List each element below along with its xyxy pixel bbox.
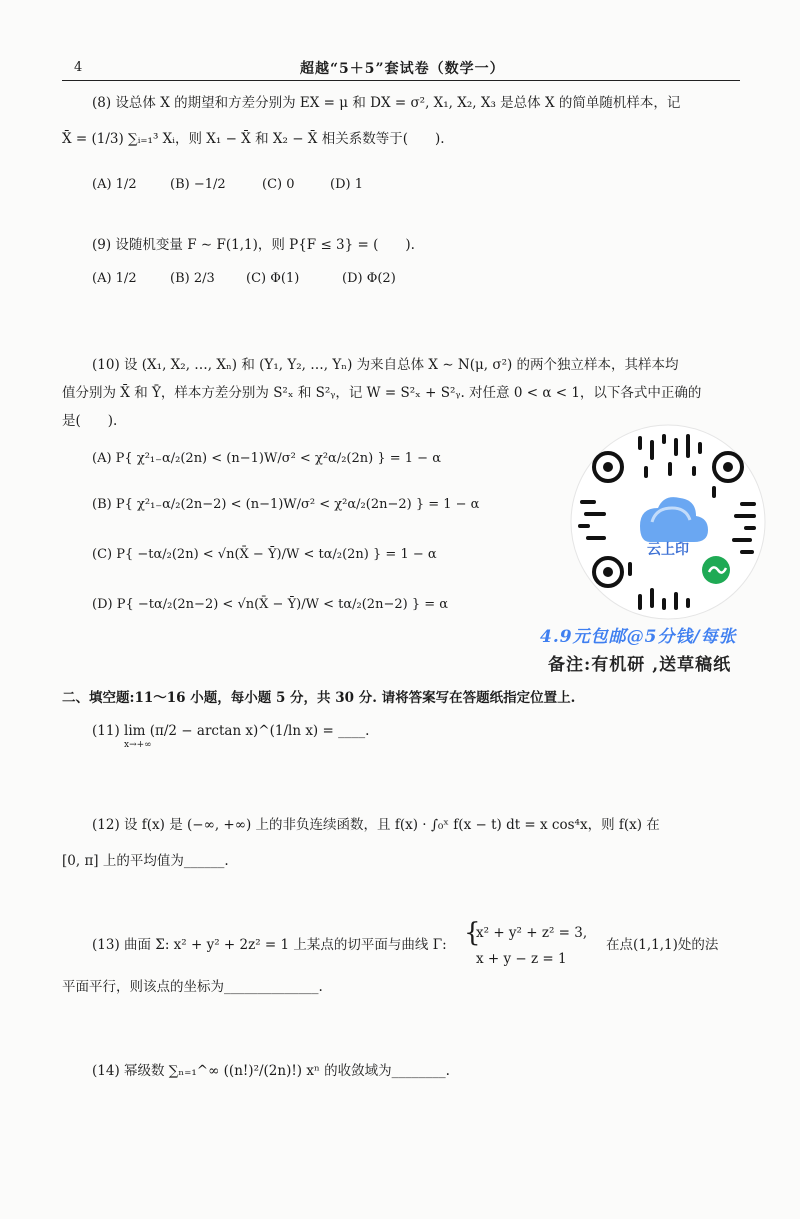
q8-option-a: (A) 1/2 — [92, 177, 137, 192]
section2-heading: 二、填空题:11～16 小题，每小题 5 分，共 30 分. 请将答案写在答题纸指定位置上. — [62, 690, 576, 706]
q13-line1a: (13) 曲面 Σ: x² + y² + 2z² = 1 上某点的切平面与曲线 Γ: — [92, 937, 447, 953]
q13-system-eq2: x + y − z = 1 — [476, 951, 567, 967]
q12-line1: (12) 设 f(x) 是 (−∞, +∞) 上的非负连续函数，且 f(x) · ∫₀ˣ f(x − t) dt = x cos⁴x，则 f(x) 在 — [92, 817, 660, 833]
q10-option-c: (C) P{ −tα/₂(2n) < √n(X̄ − Ȳ)/W < tα/₂(2n) } = 1 − α — [92, 547, 437, 562]
q8-option-d: (D) 1 — [330, 177, 363, 192]
q11-limit-subscript: x→+∞ — [124, 740, 152, 750]
promo-note-text: 备注:有机研 ,送草稿纸 — [548, 655, 732, 675]
q11-line1: (11) lim (π/2 − arctan x)^(1/ln x) = ____. — [92, 723, 370, 739]
q9-option-c: (C) Φ(1) — [246, 271, 300, 286]
q14-line1: (14) 幂级数 ∑ₙ₌₁^∞ ((n!)²/(2n)!) xⁿ 的收敛域为________. — [92, 1063, 450, 1079]
q10-option-a: (A) P{ χ²₁₋α/₂(2n) < (n−1)W/σ² < χ²α/₂(2n) } = 1 − α — [92, 451, 441, 466]
q13-line1b: 在点(1,1,1)处的法 — [606, 937, 719, 953]
q8-option-b: (B) −1/2 — [170, 177, 226, 192]
q13-brace: { — [464, 918, 481, 948]
q10-line2: 值分别为 X̄ 和 Ȳ，样本方差分别为 S²ₓ 和 S²ᵧ，记 W = S²ₓ + S²ᵧ. 对任意 0 < α < 1，以下各式中正确的 — [62, 385, 702, 401]
page-title: 超越“5＋5”套试卷（数学一） — [300, 61, 505, 77]
q10-line3: 是( ). — [62, 413, 118, 429]
q10-option-d: (D) P{ −tα/₂(2n−2) < √n(X̄ − Ȳ)/W < tα/₂(2n−2) } = α — [92, 597, 449, 612]
header-rule — [62, 80, 740, 81]
q10-line1: (10) 设 (X₁, X₂, …, Xₙ) 和 (Y₁, Y₂, …, Yₙ) 为来自总体 X ∼ N(μ, σ²) 的两个独立样本，其样本均 — [92, 357, 679, 373]
q13-line2: 平面平行，则该点的坐标为______________. — [62, 979, 323, 995]
q9-line1: (9) 设随机变量 F ∼ F(1,1)，则 P{F ≤ 3} = ( ). — [92, 237, 415, 253]
promo-price-text: 4.9元包邮@5分钱/每张 — [540, 627, 737, 647]
page-number: 4 — [74, 60, 83, 75]
q9-option-a: (A) 1/2 — [92, 271, 137, 286]
q10-option-b: (B) P{ χ²₁₋α/₂(2n−2) < (n−1)W/σ² < χ²α/₂(2n−2) } = 1 − α — [92, 497, 480, 512]
q8-line2: X̄ = (1/3) ∑ᵢ₌₁³ Xᵢ，则 X₁ − X̄ 和 X₂ − X̄ 相关系数等于( ). — [62, 131, 445, 147]
q9-option-d: (D) Φ(2) — [342, 271, 396, 286]
q8-option-c: (C) 0 — [262, 177, 295, 192]
q12-line2: [0, π] 上的平均值为______. — [62, 853, 229, 869]
q8-line1: (8) 设总体 X 的期望和方差分别为 EX = μ 和 DX = σ², X₁, X₂, X₃ 是总体 X 的简单随机样本，记 — [92, 95, 681, 111]
q9-option-b: (B) 2/3 — [170, 271, 215, 286]
q13-system-eq1: x² + y² + z² = 3, — [476, 925, 588, 941]
qr-center-label: 云上印 — [647, 542, 689, 558]
mini-program-qr-code[interactable] — [568, 422, 768, 622]
